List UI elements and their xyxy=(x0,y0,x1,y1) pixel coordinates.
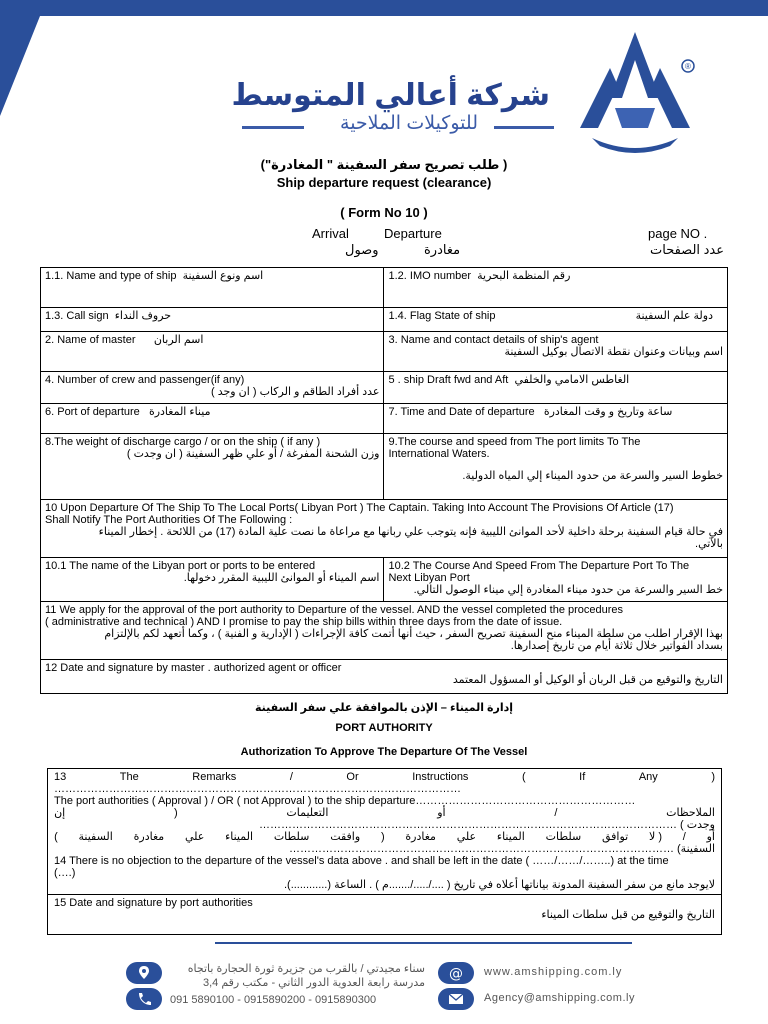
field-6-port-departure[interactable]: 6. Port of departure ميناء المغادرة xyxy=(41,404,384,434)
title-en: Ship departure request (clearance) xyxy=(276,175,492,190)
company-subtitle-ar: للتوكيلات الملاحية xyxy=(340,113,478,134)
field-3-agent[interactable]: 3. Name and contact details of ship's agent اسم وبيانات وعنوان نقطة الاتصال بوكيل السفينة xyxy=(384,332,728,372)
email-icon xyxy=(438,988,474,1010)
field-15-authority-signature[interactable]: 15 Date and signature by port authorities التاريخ والتوقيع من قبل سلطات الميناء xyxy=(48,895,722,935)
field-10-local-ports: 10 Upon Departure Of The Ship To The Local Ports( Libyan Port ) The Captain. Taking Into Account The Provisions Of Article (17) Shall Notify The Port Authorities Of The Following : في حالة قيام السفينة برحلة داخلية لأحد الموانئ الليبية فإنه يتوجب علي ربانها مع مراعاة ما نصت علية المادة (17) من اللائحة . إخطار الميناء بالآتي. xyxy=(41,500,728,558)
banner-wedge xyxy=(0,16,40,116)
departure-label: Departure xyxy=(384,226,442,241)
field-1-1-name-type[interactable]: 1.1. Name and type of ship اسم ونوع السفينة xyxy=(41,268,384,308)
top-banner xyxy=(0,0,768,16)
footer-phones: 091 5890100 - 0915890200 - 0915890300 xyxy=(170,994,377,1006)
field-13-14-remarks[interactable]: 13 The Remarks / Or Instructions ( If Any ) ………………………………………………………………………………………………… The port authorities ( Approval ) / OR ( not Approval ) to the ship departure…………………………………………………… الملاحظات / أو التعليمات ( إن وجدت ) …………………………………………………………………………………………………… أو / ( لا توافق سلطات الميناء علي مغادرة ( وافقت سلطات الميناء علي مغادرة السفينة ) السفينة) …………………………………………………………………………………………… 14 There is no objection to the departure of the vessel's data above . and shall be left in the date ( ……/……/……..) at the time (….) لايوجد مانع من سفر السفينة المدونة بياناتها أعلاه في تاريخ ( ..../...../.......م ) . الساعة (............). xyxy=(48,769,722,895)
arrival-label: Arrival xyxy=(312,226,349,241)
field-5-draft[interactable]: 5 . ship Draft fwd and Aft الغاطس الامامي والخلفي xyxy=(384,372,728,404)
web-at-icon xyxy=(438,962,474,984)
company-logo-icon xyxy=(570,28,700,158)
field-7-time-date[interactable]: 7. Time and Date of departure ساعة وتاريخ و وقت المغادرة xyxy=(384,404,728,434)
authority-heading-ar: إدارة الميناء – الإذن بالموافقة علي سفر السفينة xyxy=(254,702,514,714)
departure-label-ar: مغادرة xyxy=(424,242,461,257)
registered-mark: ® xyxy=(685,62,691,71)
remarks-line-en: 13 The Remarks / Or Instructions ( If Any ) xyxy=(54,771,715,783)
field-10-2-course[interactable]: 10.2 The Course And Speed From The Departure Port To The Next Libyan Port خط السير والسرعة من حدود ميناء المغادرة إلي ميناء الوصول التالي. xyxy=(384,558,728,602)
footer-website-link[interactable]: www.amshipping.com.ly xyxy=(484,966,623,978)
footer-address-2: مدرسة رابعة العدوية الدور الثاني - مكتب رقم 3,4 xyxy=(203,977,425,989)
footer-email-link[interactable]: Agency@amshipping.com.ly xyxy=(484,992,635,1004)
authority-subheading: Authorization To Approve The Departure Of The Vessel xyxy=(240,746,528,758)
field-9-course-speed[interactable]: 9.The course and speed from The port limits To The International Waters. خطوط السير والسرعة من حدود الميناء إلي المياه الدولية. xyxy=(384,434,728,500)
authority-table xyxy=(47,768,722,935)
footer-divider xyxy=(215,942,632,944)
field-8-cargo-weight[interactable]: 8.The weight of discharge cargo / or on the ship ( if any ) وزن الشحنة المفرغة / أو علي ظهر السفينة ( ان وجدت ) xyxy=(41,434,384,500)
remarks-line-ar: الملاحظات / أو التعليمات ( إن xyxy=(54,807,715,819)
field-1-2-imo[interactable]: 1.2. IMO number رقم المنظمة البحرية xyxy=(384,268,728,308)
company-name-ar: شركة أعالي المتوسط xyxy=(231,79,550,112)
footer-address-1: سناء مجيدتي / بالقرب من جزيرة ثورة الحجارة باتجاه xyxy=(187,963,425,975)
page-no-label-ar: عدد الصفحات xyxy=(650,242,724,257)
svg-text:@: @ xyxy=(449,966,463,981)
field-10-1-libyan-port[interactable]: 10.1 The name of the Libyan port or ports to be entered اسم الميناء أو الموانئ الليبية المقرر دخولها. xyxy=(41,558,384,602)
phone-icon xyxy=(126,988,162,1010)
ship-details-table xyxy=(40,267,728,694)
authority-heading: PORT AUTHORITY xyxy=(335,722,433,734)
field-1-4-flag-state[interactable]: 1.4. Flag State of ship دولة علم السفينة xyxy=(384,308,728,332)
page-no-label: page NO . xyxy=(648,226,708,241)
location-icon xyxy=(126,962,162,984)
approval-line-ar: أو / ( لا توافق سلطات الميناء علي مغادرة ( وافقت سلطات الميناء علي مغادرة السفينة ) xyxy=(54,831,715,843)
arrival-label-ar: وصول xyxy=(345,242,379,257)
field-2-master[interactable]: 2. Name of master اسم الربان xyxy=(41,332,384,372)
form-number: ( Form No 10 ) xyxy=(340,205,428,220)
field-1-3-call-sign[interactable]: 1.3. Call sign حروف النداء xyxy=(41,308,384,332)
field-12-master-signature[interactable]: 12 Date and signature by master . authorized agent or officer التاريخ والتوقيع من قبل الربان أو الوكيل أو المسؤول المعتمد xyxy=(41,660,728,694)
field-11-declaration: 11 We apply for the approval of the port authority to Departure of the vessel. AND the vessel completed the procedures ( administrative and technical ) AND I promise to pay the ship bills within three days from the date of issue. بهذا الإقرار اطلب من سلطة الميناء منح السفينة تصريح السفر ، حيث أنها أتمت كافة الإجراءات ( الإدارية و الفنية ) ، وكما أتعهد لكم بالإلتزام بسداد الفواتير خلال ثلاثة أيام من تاريخ إصدارها. xyxy=(41,602,728,660)
title-ar: ("طلب تصريح سفر السفينة " المغادرة ) xyxy=(260,157,508,172)
field-4-crew[interactable]: 4. Number of crew and passenger(if any) عدد أفراد الطاقم و الركاب ( ان وجد ) xyxy=(41,372,384,404)
